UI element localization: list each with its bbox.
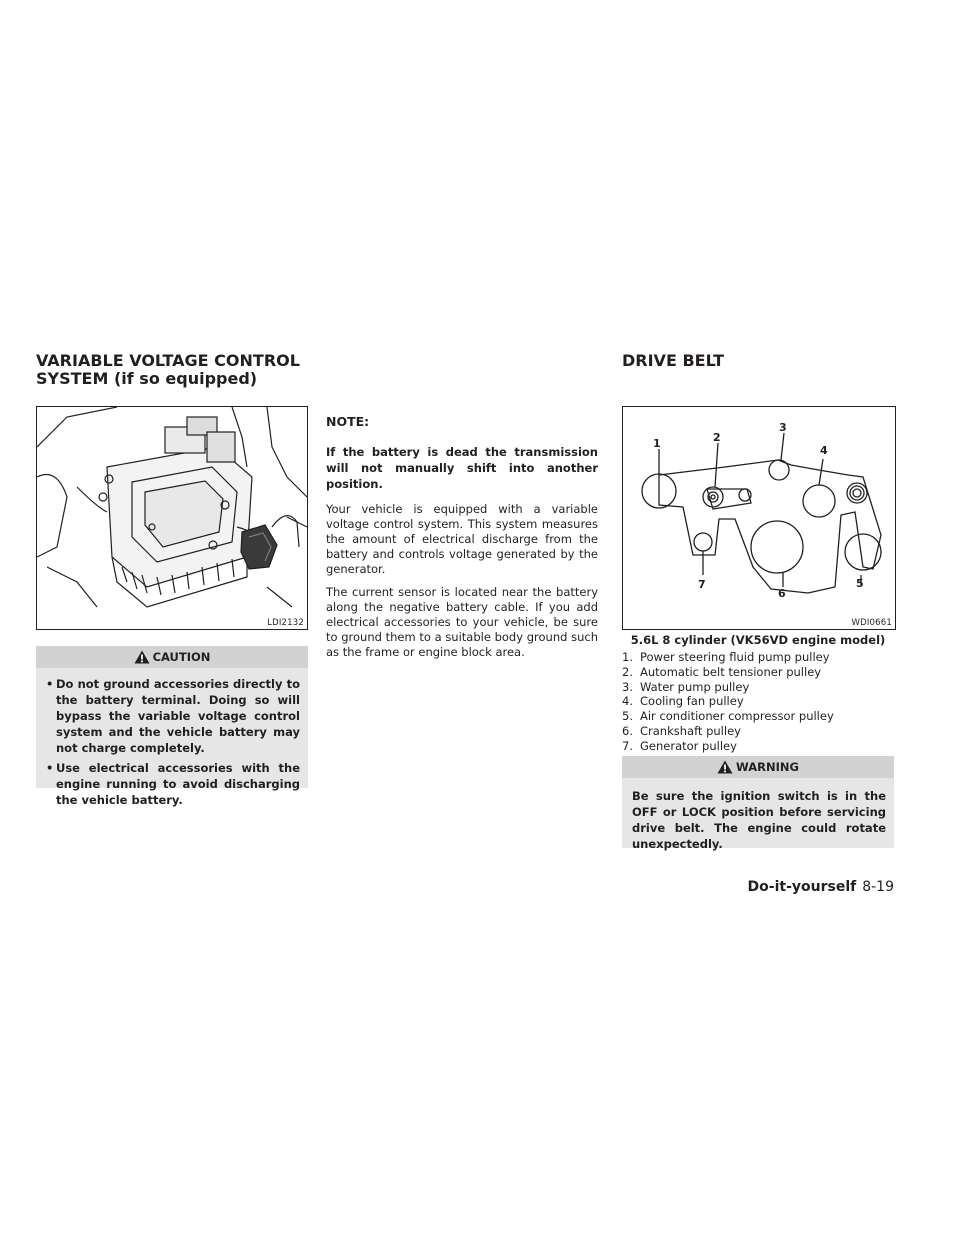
legend-item: [622, 680, 894, 695]
note-section: [326, 414, 598, 660]
page-footer: [748, 876, 894, 895]
callout-1: 1: [653, 437, 661, 450]
paragraph-current-sensor: The current sensor is located near the battery along the negative battery cable. If you add electrical accessories to your vehicle, be sure to ground them to a suitable body ground such as the frame or engine block area.: [326, 585, 598, 659]
legend-num: 7.: [622, 738, 633, 753]
caution-item-2: • Use electrical accessories with the engine running to avoid discharging the vehicle battery.: [46, 760, 300, 808]
note-text: If the battery is dead the transmission will not manually shift into another position.: [326, 445, 598, 491]
pulley-legend: [622, 650, 894, 754]
legend-item: [622, 650, 894, 665]
caution-item-1: • Do not ground accessories directly to the battery terminal. Doing so will bypass the variable voltage control system and the vehicle battery may not charge completely.: [46, 676, 300, 756]
legend-text: Generator pulley: [640, 738, 737, 753]
battery-engine-bay-drawing: [37, 407, 307, 629]
drive-belt-diagram: [622, 406, 896, 630]
warning-box: [622, 756, 894, 851]
legend-text: Air conditioner compressor pulley: [640, 709, 834, 724]
callout-5: 5: [856, 577, 864, 590]
callout-3: 3: [779, 421, 787, 434]
caution-triangle-icon: [134, 650, 150, 664]
warning-header: [622, 756, 894, 778]
legend-text: Automatic belt tensioner pulley: [640, 664, 822, 679]
legend-item: [622, 709, 894, 724]
legend-item: [622, 724, 894, 739]
legend-num: 3.: [622, 679, 633, 694]
legend-num: 6.: [622, 723, 633, 738]
figure-code-wdi0661: WDI0661: [851, 618, 892, 628]
legend-text: Water pump pulley: [640, 679, 750, 694]
drive-belt-drawing: [623, 407, 895, 629]
figure-code-ldi2132: LDI2132: [267, 618, 304, 628]
heading-line-1: VARIABLE VOLTAGE CONTROL: [36, 351, 300, 370]
note-title: NOTE:: [326, 414, 370, 429]
section-heading-variable-voltage: [36, 352, 308, 388]
warning-triangle-icon: [717, 760, 733, 774]
legend-item: [622, 665, 894, 680]
caution-title: CAUTION: [152, 650, 211, 664]
battery-illustration: [36, 406, 308, 630]
paragraph-system-description: Your vehicle is equipped with a variable voltage control system. This system measures the amount of electrical discharge from the battery and controls voltage generated by the generator.: [326, 502, 598, 576]
footer-section-name: Do-it-yourself: [747, 879, 857, 895]
warning-title: WARNING: [736, 760, 799, 774]
legend-text: Power steering fluid pump pulley: [640, 650, 830, 664]
legend-text: Crankshaft pulley: [640, 723, 741, 738]
legend-item: [622, 694, 894, 709]
figure-caption: 5.6L 8 cylinder (VK56VD engine model): [630, 633, 886, 647]
warning-text: Be sure the ignition switch is in the OFF or LOCK position before servicing drive belt. The engine could rotate unexpectedly.: [632, 789, 886, 851]
legend-item: [622, 739, 894, 754]
heading-line-2: SYSTEM (if so equipped): [36, 369, 258, 388]
callout-6: 6: [778, 587, 786, 600]
caution-box: [36, 646, 308, 807]
caution-header: [36, 646, 308, 668]
caution-list: [46, 676, 300, 812]
callout-4: 4: [820, 444, 828, 457]
footer-page-number: 8-19: [862, 879, 894, 895]
legend-num: 4.: [622, 694, 633, 709]
callout-7: 7: [698, 578, 706, 591]
legend-num: 5.: [622, 709, 633, 724]
legend-num: 2.: [622, 664, 633, 679]
section-heading-drive-belt: DRIVE BELT: [622, 351, 725, 370]
legend-text: Cooling fan pulley: [640, 694, 744, 709]
callout-2: 2: [713, 431, 721, 444]
legend-num: 1.: [622, 650, 633, 664]
